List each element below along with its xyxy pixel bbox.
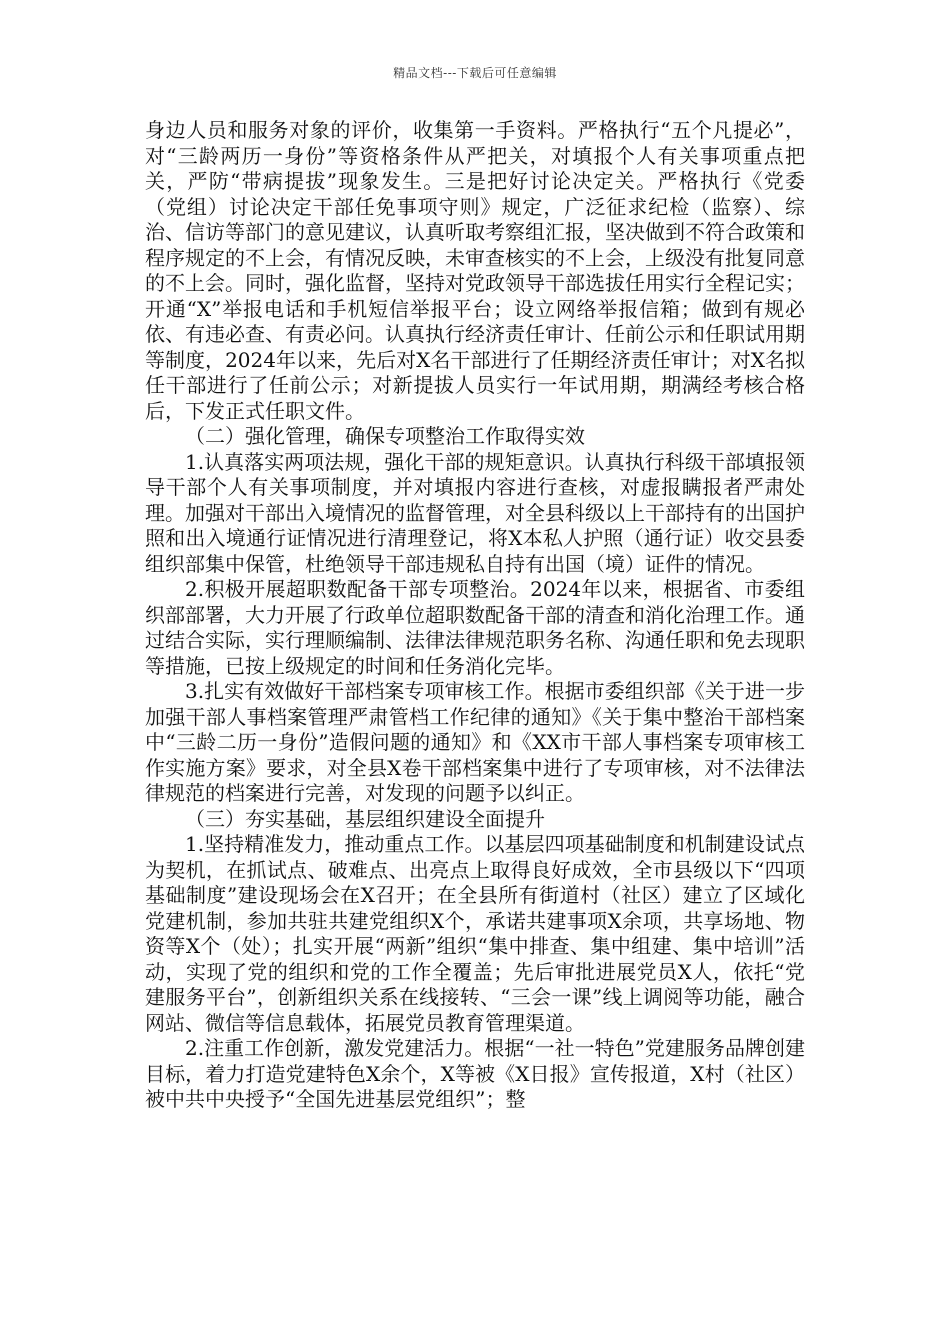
section-heading-3: （三）夯实基础，基层组织建设全面提升 — [185, 806, 545, 831]
section-heading-2: （二）强化管理，确保专项整治工作取得实效 — [185, 424, 585, 448]
document-body — [145, 118, 805, 1113]
paragraph-item-2-1: 1.认真落实两项法规，强化干部的规矩意识。认真执行科级干部填报领导干部个人有关事项制度，并对填报内容进行查核，对虚报瞒报者严肃处理。加强对干部出入境情况的监督管理，对全县科级以上干部持有的出国护照和出入境通行证情况进行清理登记，将X本私人护照（通行证）收交县委组织部集中保管，杜绝领导干部违规私自持有出国（境）证件的情况。 — [145, 449, 805, 576]
paragraph-item-2-3: 3.扎实有效做好干部档案专项审核工作。根据市委组织部《关于进一步加强干部人事档案管理严肃管档工作纪律的通知》《关于集中整治干部档案中“三龄二历一身份”造假问题的通知》和《XX市干部人事档案专项审核工作实施方案》要求，对全县X卷干部档案集中进行了专项审核，对不法律法律规范的档案进行完善，对发现的问题予以纠正。 — [145, 679, 805, 805]
paragraph-item-2-2: 2.积极开展超职数配备干部专项整治。2024年以来，根据省、市委组织部部署，大力开展了行政单位超职数配备干部的清查和消化治理工作。通过结合实际，实行理顺编制、法律法律规范职务名称、沟通任职和免去现职等措施，已按上级规定的时间和任务消化完毕。 — [145, 577, 805, 678]
paragraph-continuation: 身边人员和服务对象的评价，收集第一手资料。严格执行“五个凡提必”，对“三龄两历一身份”等资格条件从严把关，对填报个人有关事项重点把关，严防“带病提拔”现象发生。三是把好讨论决定关。严格执行《党委（党组）讨论决定干部任免事项守则》规定，广泛征求纪检（监察）、综治、信访等部门的意见建议，认真听取考察组汇报，坚决做到不符合政策和程序规定的不上会，有情况反映，未审查核实的不上会，上级没有批复同意的不上会。同时，强化监督，坚持对党政领导干部选拔任用实行全程记实；开通“X”举报电话和手机短信举报平台；设立网络举报信箱；做到有规必依、有违必查、有责必问。认真执行经济责任审计、任前公示和任职试用期等制度，2024年以来，先后对X名干部进行了任期经济责任审计；对X名拟任干部进行了任前公示；对新提拔人员实行一年试用期，期满经考核合格后，下发正式任职文件。 — [145, 118, 805, 423]
header-note: 精品文档---下载后可任意编辑 — [393, 66, 557, 80]
paragraph-item-3-2: 2.注重工作创新，激发党建活力。根据“一社一特色”党建服务品牌创建目标，着力打造党建特色X余个，X等被《X日报》宣传报道，X村（社区）被中共中央授予“全国先进基层党组织”；整 — [145, 1036, 805, 1111]
paragraph-item-3-1: 1.坚持精准发力，推动重点工作。以基层四项基础制度和机制建设试点为契机，在抓试点、破难点、出亮点上取得良好成效，全市县级以下“四项基础制度”建设现场会在X召开；在全县所有街道村（社区）建立了区域化党建机制，参加共驻共建党组织X个，承诺共建事项X余项，共享场地、物资等X个（处）；扎实开展“两新”组织“集中排查、集中组建、集中培训”活动，实现了党的组织和党的工作全覆盖；先后审批进展党员X人，依托“党建服务平台”，创新组织关系在线接转、“三会一课”线上调阅等功能，融合网站、微信等信息载体，拓展党员教育管理渠道。 — [145, 832, 805, 1035]
